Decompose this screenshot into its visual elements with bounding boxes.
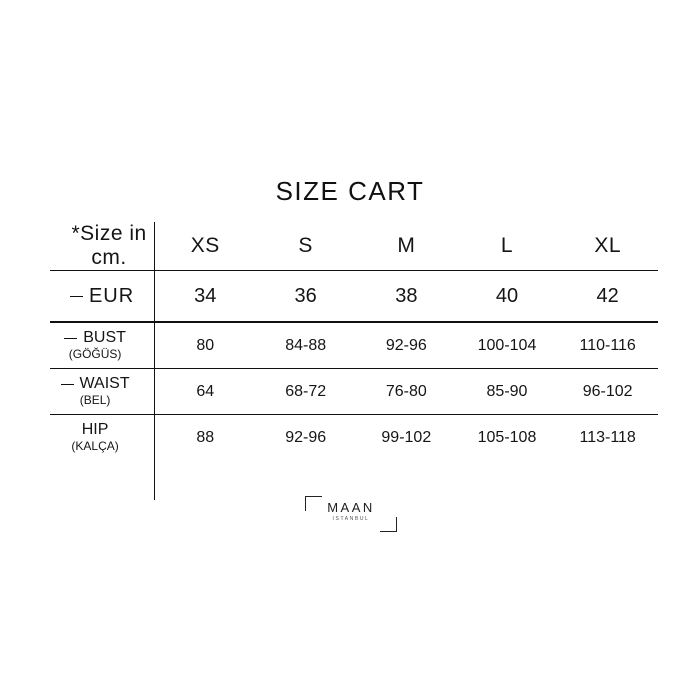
- cell-bust-s: 84-88: [255, 322, 356, 369]
- cell-waist-xl: 96-102: [557, 369, 658, 415]
- table-row-size-headers: [50, 222, 658, 271]
- dash-mark-icon: [61, 384, 74, 385]
- row-label-hip: HIP (KALÇA): [50, 415, 155, 461]
- column-header-xl: XL: [557, 222, 658, 271]
- cell-bust-l: 100-104: [457, 322, 558, 369]
- column-header-s: S: [255, 222, 356, 271]
- cell-hip-m: 99-102: [381, 428, 432, 446]
- spacer-cell: [557, 460, 658, 500]
- row-label-bust: BUST (GÖĞÜS): [50, 322, 155, 369]
- cell-bust-m: 92-96: [356, 322, 457, 369]
- cell-eur-m: 38: [356, 271, 457, 323]
- table-row-waist: [50, 369, 658, 415]
- size-table-container: [50, 222, 658, 500]
- cell-waist-m: 76-80: [356, 369, 457, 415]
- row-label-hip-sub: (KALÇA): [71, 438, 119, 453]
- spacer-cell: [255, 460, 356, 500]
- row-label-waist: WAIST (BEL): [50, 369, 155, 415]
- cell-hip-l: 105-108: [477, 428, 537, 446]
- logo-tagline: ISTANBUL: [332, 516, 370, 522]
- cell-bust-xl: 110-116: [557, 322, 658, 369]
- page-title: SIZE CART: [275, 176, 425, 206]
- table-row-hip: [50, 415, 658, 461]
- cell-eur-l: 40: [457, 271, 558, 323]
- row-label-bust-sub: (GÖĞÜS): [68, 346, 122, 361]
- logo-brand-name: MAAN: [327, 500, 375, 515]
- unit-note: *Size in cm.: [50, 222, 155, 271]
- spacer-cell: [50, 460, 155, 500]
- column-header-m: M: [356, 222, 457, 271]
- dash-mark-icon: [64, 338, 77, 339]
- cell-hip-s: 92-96: [285, 428, 327, 446]
- dash-mark-icon: [70, 296, 83, 297]
- size-table: [50, 222, 658, 500]
- brand-logo: [305, 496, 397, 532]
- row-label-waist-sub: (BEL): [79, 392, 111, 407]
- row-label-eur: EUR: [50, 271, 155, 323]
- table-row-spacer: [50, 460, 658, 500]
- column-header-l: L: [457, 222, 558, 271]
- cell-hip-xs: 88: [196, 428, 215, 446]
- column-header-xs: XS: [155, 222, 256, 271]
- spacer-cell: [356, 460, 457, 500]
- cell-waist-xs: 64: [155, 369, 256, 415]
- cell-waist-l: 85-90: [457, 369, 558, 415]
- cell-hip-xl: 113-118: [579, 428, 636, 446]
- cell-eur-xs: 34: [155, 271, 256, 323]
- cell-waist-s: 68-72: [255, 369, 356, 415]
- spacer-cell: [457, 460, 558, 500]
- cell-eur-xl: 42: [557, 271, 658, 323]
- table-row-bust: [50, 322, 658, 369]
- spacer-cell: [155, 460, 256, 500]
- table-row-eur: [50, 271, 658, 323]
- cell-eur-s: 36: [255, 271, 356, 323]
- cell-bust-xs: 80: [155, 322, 256, 369]
